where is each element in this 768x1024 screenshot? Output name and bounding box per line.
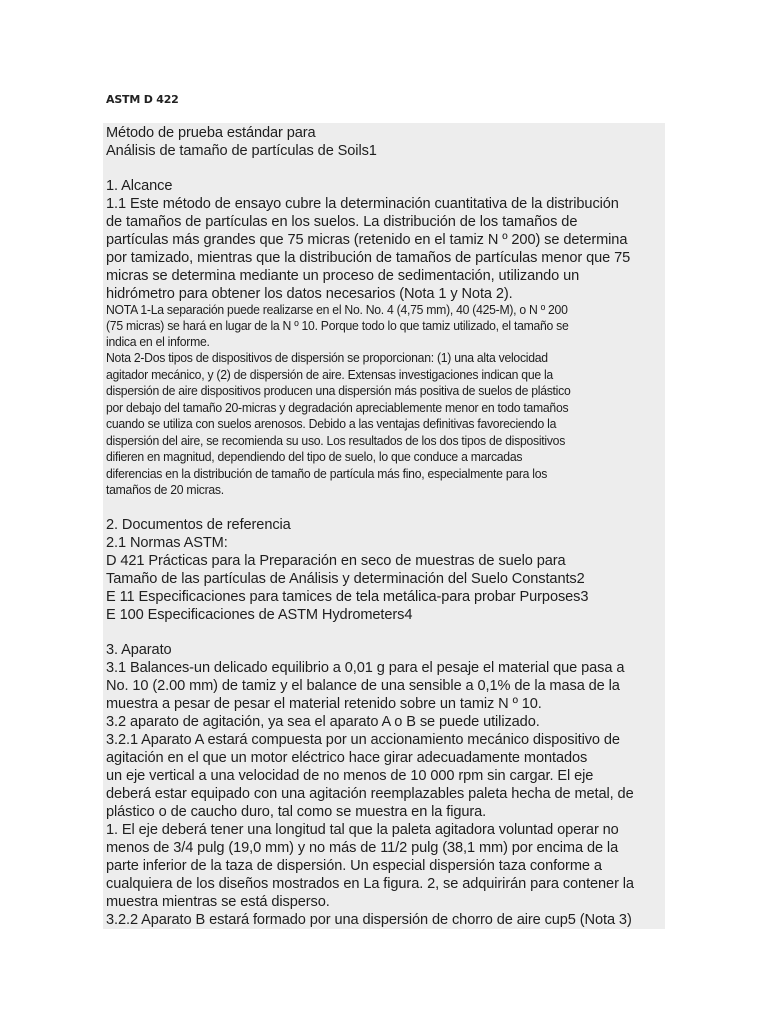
- paragraph-line: 1. El eje deberá tener una longitud tal que la paleta agitadora voluntad operar no: [106, 822, 619, 838]
- note2-line: dispersión de aire dispositivos producen una dispersión más positiva de suelos de plástico: [106, 384, 571, 398]
- paragraph-line: micras se determina mediante un proceso de sedimentación, utilizando un: [106, 268, 580, 284]
- paragraph-line: plástico o de caucho duro, tal como se muestra en la figura.: [106, 804, 487, 820]
- paragraph-line: muestra a pesar de pesar el material retenido sobre un tamiz N º 10.: [106, 696, 542, 712]
- document-title-line: Análisis de tamaño de partículas de Soils1: [106, 143, 377, 159]
- document-title-line: Método de prueba estándar para: [106, 125, 316, 141]
- note1-line: indica en el informe.: [106, 335, 210, 349]
- note1-line: NOTA 1-La separación puede realizarse en el No. No. 4 (4,75 mm), 40 (425-M), o N º 200: [106, 303, 568, 317]
- reference-line: E 11 Especificaciones para tamices de tela metálica-para probar Purposes3: [106, 589, 589, 605]
- paragraph-line: deberá estar equipado con una agitación reemplazables paleta hecha de metal, de: [106, 786, 634, 802]
- reference-line: E 100 Especificaciones de ASTM Hydrometers4: [106, 607, 413, 623]
- paragraph-line: por tamizado, mientras que la distribución de tamaños de partículas menor que 75: [106, 250, 631, 266]
- paragraph-line: un eje vertical a una velocidad de no menos de 10 000 rpm sin cargar. El eje: [106, 768, 594, 784]
- section-heading-documentos: 2. Documentos de referencia: [106, 517, 291, 533]
- note2-line: diferencias en la distribución de tamaño de partícula más fino, especialmente para los: [106, 466, 548, 481]
- paragraph-line: No. 10 (2.00 mm) de tamiz y el balance de una sensible a 0,1% de la masa de la: [106, 678, 620, 694]
- paragraph-line: parte inferior de la taza de dispersión. Un especial dispersión taza conforme a: [106, 858, 602, 874]
- section-heading-alcance: 1. Alcance: [106, 178, 173, 194]
- section-heading-aparato: 3. Aparato: [106, 642, 172, 658]
- reference-line: D 421 Prácticas para la Preparación en seco de muestras de suelo para: [106, 553, 566, 569]
- document-body: [103, 123, 665, 929]
- paragraph-line: agitación en el que un motor eléctrico hace girar adecuadamente montados: [106, 750, 588, 766]
- paragraph-line: cualquiera de los diseños mostrados en La figura. 2, se adquirirán para contener la: [106, 876, 634, 892]
- note2-line: dispersión del aire, se recomienda su uso. Los resultados de los dos tipos de dispositivos: [106, 433, 566, 448]
- paragraph-line: de tamaños de partículas en los suelos. La distribución de los tamaños de: [106, 214, 578, 230]
- note2-line: cuando se utiliza con suelos arenosos. Debido a las ventajas definitivas favoreciendo la: [106, 417, 557, 431]
- paragraph-line: 3.2.2 Aparato B estará formado por una dispersión de chorro de aire cup5 (Nota 3): [106, 912, 632, 928]
- paragraph-line: 3.1 Balances-un delicado equilibrio a 0,01 g para el pesaje el material que pasa a: [106, 660, 625, 676]
- note2-line: Nota 2-Dos tipos de dispositivos de dispersión se proporcionan: (1) una alta velocidad: [106, 351, 548, 365]
- note1-line: (75 micras) se hará en lugar de la N º 10. Porque todo lo que tamiz utilizado, el tamaño se: [106, 319, 569, 333]
- paragraph-line: muestra mientras se está disperso.: [106, 894, 330, 910]
- reference-line: 2.1 Normas ASTM:: [106, 535, 228, 551]
- note2-line: por debajo del tamaño 20-micras y degradación apreciablemente menor en todo tamaños: [106, 400, 569, 415]
- paragraph-line: menos de 3/4 pulg (19,0 mm) y no más de 11/2 pulg (38,1 mm) por encima de la: [106, 840, 619, 856]
- note2-line: agitador mecánico, y (2) de dispersión de aire. Extensas investigaciones indican que la: [106, 367, 553, 382]
- document-header: ASTM D 422: [106, 93, 179, 106]
- paragraph-line: partículas más grandes que 75 micras (retenido en el tamiz N º 200) se determina: [106, 232, 628, 248]
- paragraph-line: hidrómetro para obtener los datos necesarios (Nota 1 y Nota 2).: [106, 286, 513, 302]
- note2-line: tamaños de 20 micras.: [106, 483, 224, 497]
- paragraph-line: 3.2 aparato de agitación, ya sea el aparato A o B se puede utilizado.: [106, 714, 540, 730]
- reference-line: Tamaño de las partículas de Análisis y determinación del Suelo Constants2: [106, 571, 585, 587]
- note2-line: difieren en magnitud, dependiendo del tipo de suelo, lo que conduce a marcadas: [106, 450, 523, 464]
- paragraph-line: 3.2.1 Aparato A estará compuesta por un accionamiento mecánico dispositivo de: [106, 732, 620, 748]
- paragraph-line: 1.1 Este método de ensayo cubre la determinación cuantitativa de la distribución: [106, 196, 619, 212]
